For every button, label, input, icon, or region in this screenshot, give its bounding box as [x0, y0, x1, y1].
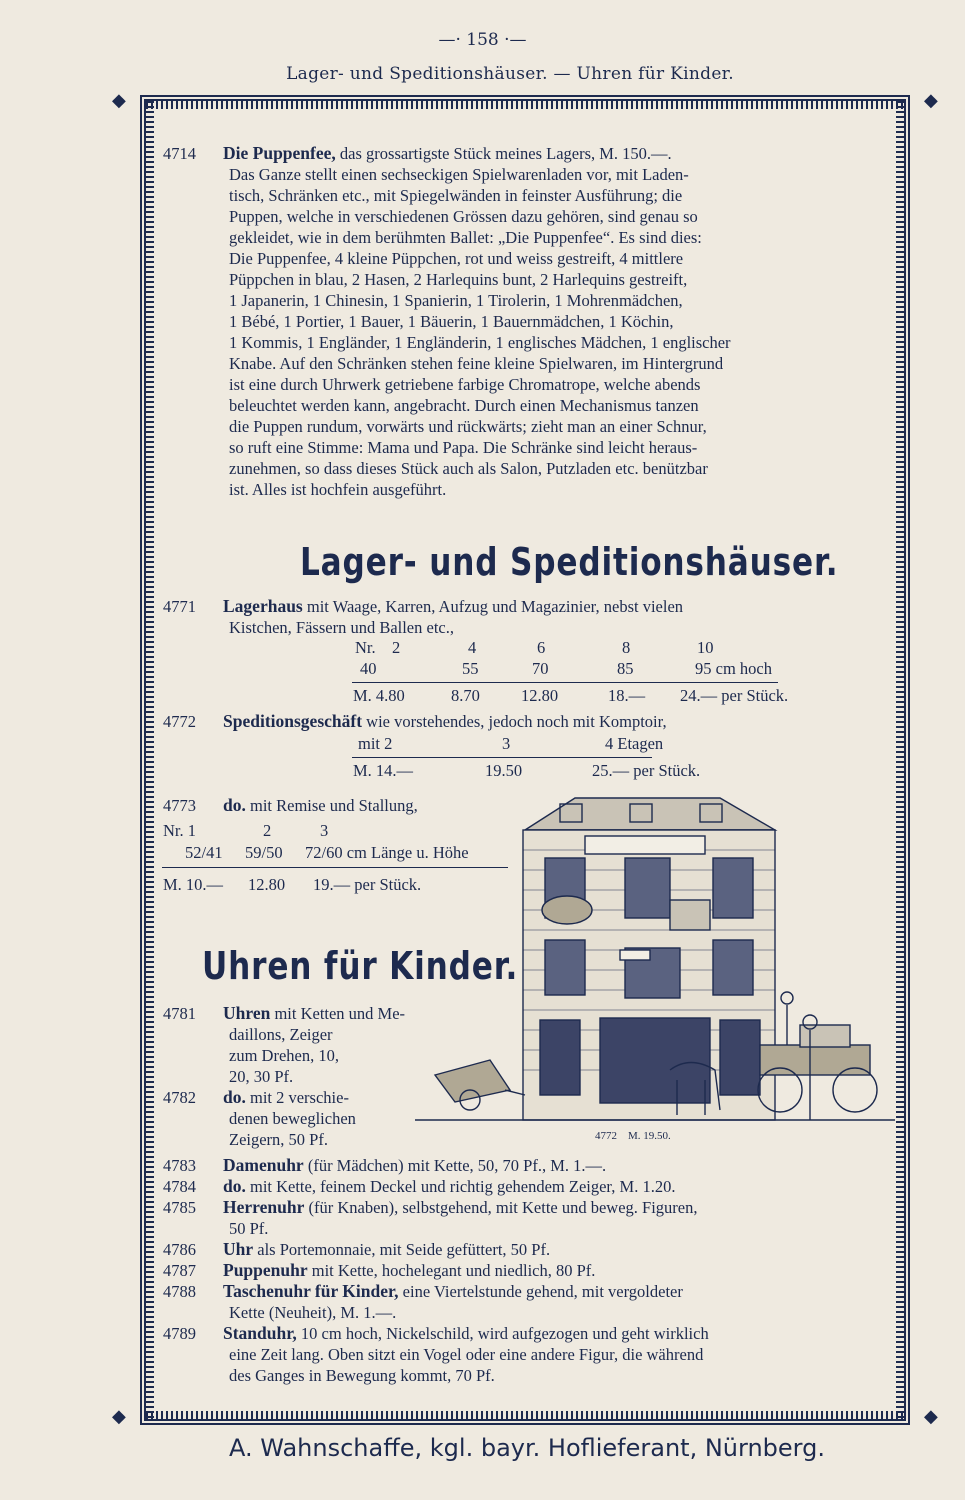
frame-top-rail [146, 101, 904, 109]
list-item [163, 1176, 888, 1197]
text-line: mit Kette, hochelegant und niedlich, 80 Pf. [311, 1261, 596, 1280]
table-cell: 19.50 [485, 761, 523, 780]
table-cell: 2 [392, 638, 401, 657]
text-line: (für Mädchen) mit Kette, 50, 70 Pf., M. 1.—. [307, 1156, 607, 1175]
table-cell: 6 [537, 638, 546, 657]
text-line: 50 Pf. [229, 1219, 269, 1238]
text-line: (für Knaben), selbstgehend, mit Kette und beweg. Figuren, [308, 1198, 698, 1217]
text-line: Knabe. Auf den Schränken stehen feine kleine Spielwaren, im Hintergrund [229, 354, 724, 373]
text-line: Püppchen in blau, 2 Hasen, 2 Harlequins bunt, 2 Harlequins gestreift, [229, 270, 688, 289]
text-line: daillons, Zeiger [229, 1025, 333, 1044]
text-line: ist eine durch Uhrwerk getriebene farbige Chromatrope, welche abends [229, 375, 701, 394]
table-rule [352, 757, 652, 758]
table-cell: 40 [360, 659, 377, 678]
text-line: die Puppen rundum, vorwärts und rückwärts; zieht man an einer Schnur, [229, 417, 707, 436]
footer-imprint: A. Wahnschaffe, kgl. bayr. Hoflieferant, Nürnberg. [229, 1434, 825, 1462]
text-line: des Ganges in Bewegung kommt, 70 Pf. [229, 1366, 495, 1385]
text-line: so ruft eine Stimme: Mama und Papa. Die Schränke sind leicht heraus- [229, 438, 698, 457]
text-line: eine Zeit lang. Oben sitzt ein Vogel oder eine andere Figur, die während [229, 1345, 704, 1364]
item-number: 4786 [163, 1240, 196, 1259]
item-title: Damenuhr [223, 1155, 304, 1175]
text-line: Kistchen, Fässern und Ballen etc., [229, 618, 454, 637]
table-cell: 52/41 [185, 843, 223, 862]
item-number: 4784 [163, 1177, 196, 1196]
table-cell: 2 [263, 821, 272, 840]
table-cell: 24.— per Stück. [680, 686, 789, 705]
item-4782 [163, 1087, 518, 1150]
corner-ornament-icon: ◆ [924, 90, 938, 111]
text-line: 1 Japanerin, 1 Chinesin, 1 Spanierin, 1 Tirolerin, 1 Mohrenmädchen, [229, 291, 683, 310]
item-title: do. [223, 795, 246, 815]
caption-price: M. 19.50. [628, 1130, 671, 1142]
text-line: 1 Kommis, 1 Engländer, 1 Engländerin, 1 englisches Mädchen, 1 englischer [229, 333, 731, 352]
list-item [163, 1260, 888, 1281]
running-head: Lager- und Speditionshäuser. — Uhren für Kinder. [286, 64, 734, 84]
text-line: mit Remise und Stallung, [249, 796, 418, 815]
table-cell: 72/60 cm Länge u. Höhe [305, 843, 469, 862]
item-title: Speditionsgeschäft [223, 711, 363, 731]
item-number: 4771 [163, 597, 196, 616]
table-4771 [0, 638, 965, 708]
table-cell: 25.— per Stück. [592, 761, 701, 780]
table-cell: M. 14.— [353, 761, 414, 780]
uhren-list [163, 1155, 888, 1386]
text-line: Zeigern, 50 Pf. [229, 1130, 328, 1149]
table-cell: Nr. 1 [163, 821, 196, 840]
text-line: ist. Alles ist hochfein ausgeführt. [229, 480, 447, 499]
text-line: mit Waage, Karren, Aufzug und Magazinier, nebst vielen [306, 597, 684, 616]
item-title: do. [223, 1176, 246, 1196]
item-number: 4788 [163, 1282, 196, 1301]
page-number-text: 158 [466, 30, 499, 50]
text-line: als Portemonnaie, mit Seide gefüttert, 50 Pf. [257, 1240, 551, 1259]
text-line: 10 cm hoch, Nickelschild, wird aufgezogen und geht wirklich [300, 1324, 709, 1343]
item-number: 4782 [163, 1088, 196, 1107]
item-4781 [163, 1003, 518, 1087]
section-heading-uhren: Uhren für Kinder. [202, 944, 519, 988]
item-4714-body [163, 164, 885, 500]
table-cell: M. 10.— [163, 875, 224, 894]
dash-right: ·— [498, 30, 527, 50]
text-line: mit Ketten und Me- [274, 1004, 406, 1023]
caption-number: 4772 [595, 1130, 617, 1142]
list-item [163, 1197, 888, 1218]
table-cell: M. 4.80 [353, 686, 405, 705]
table-cell: 12.80 [248, 875, 286, 894]
table-4772 [0, 734, 965, 784]
table-cell: 10 [697, 638, 714, 657]
text-line: mit Kette, feinem Deckel und richtig gehendem Zeiger, M. 1.20. [249, 1177, 676, 1196]
table-cell: 85 [617, 659, 634, 678]
table-cell: 95 cm hoch [695, 659, 772, 678]
item-number: 4773 [163, 796, 196, 815]
table-cell: 4 [468, 638, 477, 657]
item-number: 4772 [163, 712, 196, 731]
item-title: Puppenuhr [223, 1260, 308, 1280]
item-4714-line0 [163, 143, 885, 164]
text-line: mit 2 verschie- [249, 1088, 349, 1107]
table-cell: 3 [502, 734, 511, 753]
item-number: 4714 [163, 144, 196, 163]
text-line: wie vorstehendes, jedoch noch mit Komptoir, [366, 712, 667, 731]
list-item [163, 1281, 888, 1302]
corner-ornament-icon: ◆ [924, 1406, 938, 1427]
item-number: 4783 [163, 1156, 196, 1175]
page-number [0, 30, 965, 50]
text-line: 1 Bébé, 1 Portier, 1 Bauer, 1 Bäuerin, 1 Bauernmädchen, 1 Köchin, [229, 312, 674, 331]
text-line: Kette (Neuheit), M. 1.—. [229, 1303, 397, 1322]
frame-bottom-rail [146, 1411, 904, 1419]
table-cell: 4 Etagen [605, 734, 664, 753]
list-item [163, 1239, 888, 1260]
table-cell: 18.— [608, 686, 646, 705]
illustration-caption [595, 1130, 671, 1142]
table-cell: 8.70 [451, 686, 480, 705]
table-cell: mit 2 [358, 734, 393, 753]
list-item [163, 1155, 888, 1176]
item-number: 4787 [163, 1261, 196, 1280]
dash-left: —· [438, 30, 467, 50]
text-line: zum Drehen, 10, [229, 1046, 339, 1065]
text-line: denen beweglichen [229, 1109, 356, 1128]
text-line: zunehmen, so dass dieses Stück auch als Salon, Putzladen etc. benützbar [229, 459, 708, 478]
item-title: Uhr [223, 1239, 254, 1259]
item-4772 [163, 711, 885, 732]
text-line: beleuchtet werden kann, angebracht. Durch einen Mechanismus tanzen [229, 396, 699, 415]
item-4771 [163, 596, 885, 638]
corner-ornament-icon: ◆ [112, 1406, 126, 1427]
text-line: Die Puppenfee, 4 kleine Püppchen, rot und weiss gestreift, 4 mittlere [229, 249, 684, 268]
list-item [163, 1323, 888, 1344]
table-cell: 59/50 [245, 843, 283, 862]
item-number: 4781 [163, 1004, 196, 1023]
item-title: Standuhr, [223, 1323, 297, 1343]
table-label: Nr. [355, 638, 376, 657]
table-cell: 70 [532, 659, 549, 678]
item-title: Herrenuhr [223, 1197, 305, 1217]
text-line: das grossartigste Stück meines Lagers, M. 150.—. [339, 144, 672, 163]
table-cell: 19.— per Stück. [313, 875, 422, 894]
corner-ornament-icon: ◆ [112, 90, 126, 111]
item-title: Lagerhaus [223, 596, 303, 616]
item-title: Taschenuhr für Kinder, [223, 1281, 399, 1301]
table-cell: 55 [462, 659, 479, 678]
item-title: Die Puppenfee, [223, 143, 336, 163]
table-rule [352, 682, 778, 683]
item-number: 4789 [163, 1324, 196, 1343]
item-title: do. [223, 1087, 246, 1107]
text-line: gekleidet, wie in dem berühmten Ballet: „Die Puppenfee“. Es sind dies: [229, 228, 702, 247]
table-cell: 3 [320, 821, 329, 840]
text-line: Das Ganze stellt einen sechseckigen Spielwarenladen vor, mit Laden- [229, 165, 689, 184]
item-title: Uhren [223, 1003, 271, 1023]
table-cell: 8 [622, 638, 631, 657]
table-cell: 12.80 [521, 686, 559, 705]
section-heading-lager: Lager- und Speditionshäuser. [300, 540, 839, 584]
item-4714 [163, 143, 885, 500]
text-line: 20, 30 Pf. [229, 1067, 294, 1086]
text-line: eine Viertelstunde gehend, mit vergoldeter [402, 1282, 683, 1301]
item-number: 4785 [163, 1198, 196, 1217]
text-line: Puppen, welche in verschiedenen Grössen dazu gehören, sind genau so [229, 207, 698, 226]
text-line: tisch, Schränken etc., mit Spiegelwänden in feinster Ausführung; die [229, 186, 683, 205]
